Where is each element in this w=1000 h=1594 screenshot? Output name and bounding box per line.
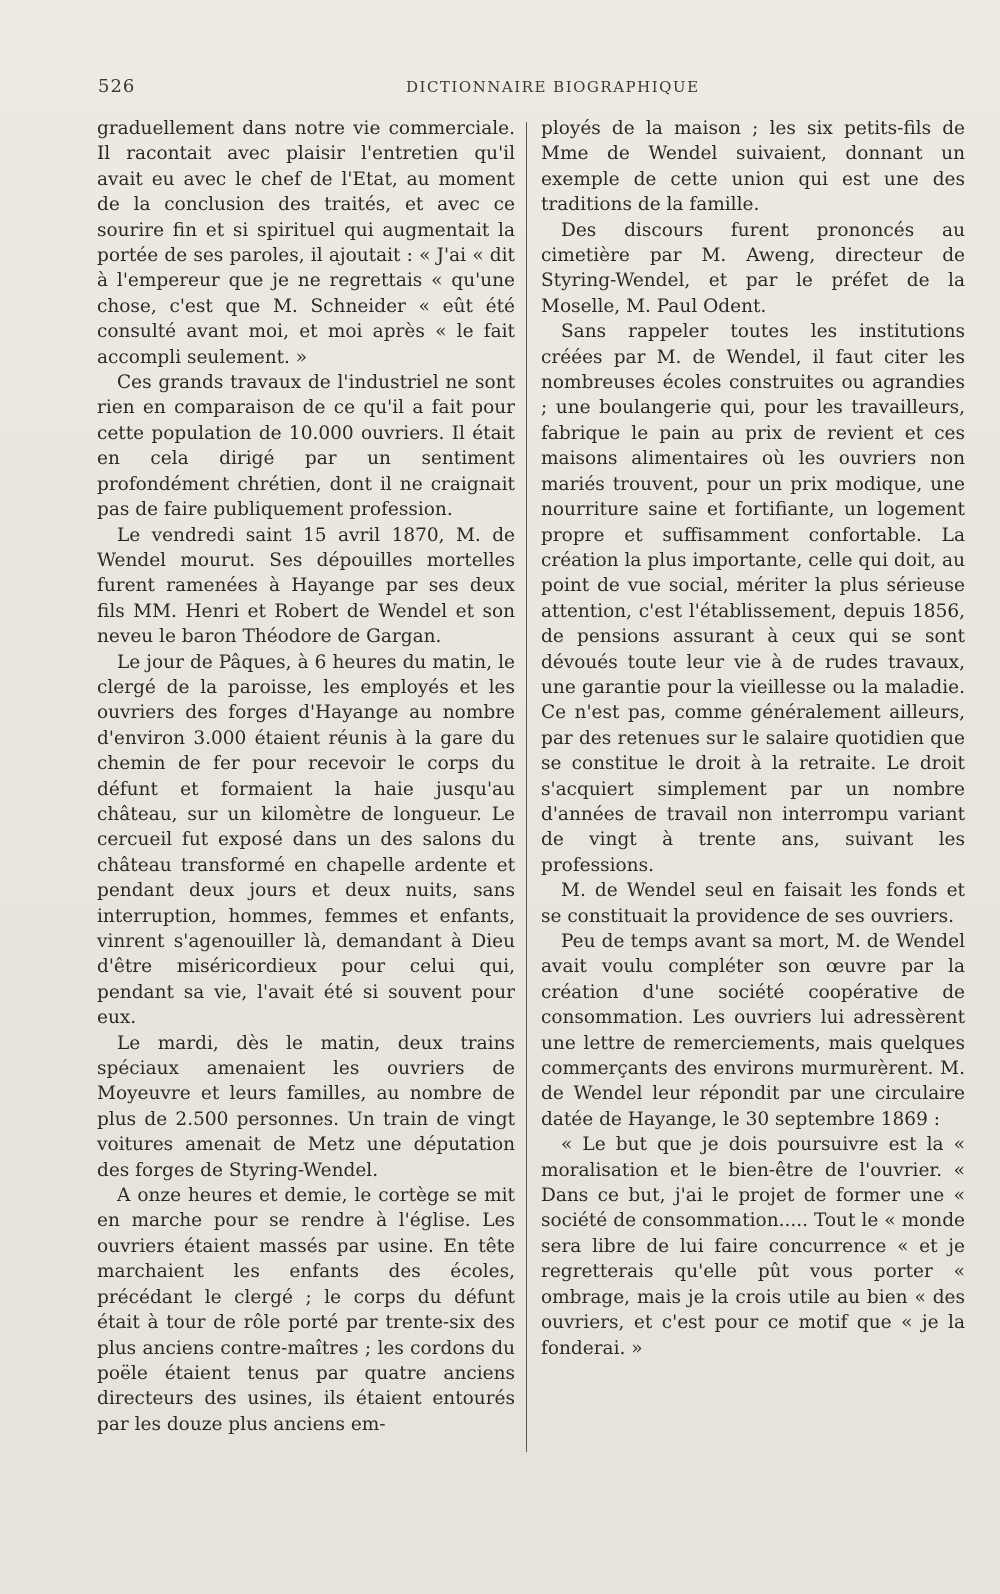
- paragraph: Peu de temps avant sa mort, M. de Wendel avait voulu compléter son œuvre par la création d'une société coopérative de consommation. Les ouvriers lui adressèrent une lettre de remerciements, mais quelques commerçants des environs murmurèrent. M. de Wendel leur répondit par une circulaire datée de Hayange, le 30 septembre 1869 :: [541, 931, 965, 1130]
- paragraph: Le vendredi saint 15 avril 1870, M. de Wendel mourut. Ses dépouilles mortelles furent ramenées à Hayange par ses deux fils MM. Henri et Robert de Wendel et son neveu le baron Théodore de Gargan.: [97, 524, 515, 648]
- paragraph: Des discours furent prononcés au cimetière par M. Aweng, directeur de Styring-Wendel, et par le préfet de la Moselle, M. Paul Odent.: [541, 219, 965, 317]
- running-head: DICTIONNAIRE BIOGRAPHIQUE: [406, 78, 700, 96]
- paragraph: M. de Wendel seul en faisait les fonds et se constituait la providence de ses ouvriers.: [541, 880, 965, 927]
- paragraph: A onze heures et demie, le cortège se mit en marche pour se rendre à l'église. Les ouvriers étaient massés par usine. En tête marchaient les enfants des écoles, précédant le clergé ; le corps du défunt était à tour de rôle porté par trente-six des plus anciens contre-maîtres ; les cordons du poële étaient tenus par quatre anciens directeurs des usines, ils étaient entourés par les douze plus anciens em-: [97, 1185, 515, 1435]
- paragraph: Sans rappeler toutes les institutions créées par M. de Wendel, il faut citer les nombreuses écoles construites ou agrandies ; une boulangerie qui, pour les travailleurs, fabrique le pain au prix de revient et ces maisons alimentaires où les ouvriers non mariés trouvent, pour un prix modique, une nourriture saine et fortifiante, un logement propre et suffisamment confortable. La création la plus importante, celle qui doit, au point de vue social, mériter la plus sérieuse attention, c'est l'établissement, depuis 1856, de pensions assurant à ceux qui se sont dévoués toute leur vie à de rudes travaux, une garantie pour la vieillesse ou la maladie. Ce n'est pas, comme généralement ailleurs, par des retenues sur le salaire quotidien que se constitue le droit à la retraite. Le droit s'acquiert simplement par un nombre d'années de travail non interrompu variant de vingt à trente ans, suivant les professions.: [541, 321, 965, 876]
- page-number: 526: [98, 76, 136, 97]
- right-column: [541, 116, 965, 1361]
- paragraph: Le mardi, dès le matin, deux trains spéciaux amenaient les ouvriers de Moyeuvre et leurs familles, au nombre de plus de 2.500 personnes. Un train de vingt voitures amenait de Metz une députation des forges de Styring-Wendel.: [97, 1032, 515, 1181]
- paragraph: graduellement dans notre vie commerciale. Il racontait avec plaisir l'entretien qu'il avait eu avec le chef de l'Etat, au moment de la conclusion des traités, et avec ce sourire fin et si spirituel qui augmentait la portée de ses paroles, il ajoutait : « J'ai « dit à l'empereur que je ne regrettais « qu'une chose, c'est que M. Schneider « eût été consulté avant moi, et moi après « le fait accompli seulement. »: [97, 118, 515, 368]
- column-divider: [526, 122, 527, 1452]
- left-column: [97, 116, 515, 1437]
- page-header: [98, 72, 960, 102]
- paragraph: ployés de la maison ; les six petits-fils de Mme de Wendel suivaient, donnant un exemple de cette union qui est une des traditions de la famille.: [541, 118, 965, 216]
- paragraph: Le jour de Pâques, à 6 heures du matin, le clergé de la paroisse, les employés et les ouvriers des forges d'Hayange au nombre d'environ 3.000 étaient réunis à la gare du chemin de fer pour recevoir le corps du défunt et formaient la haie jusqu'au château, sur un kilomètre de longueur. Le cercueil fut exposé dans un des salons du château transformé en chapelle ardente et pendant deux jours et deux nuits, sans interruption, hommes, femmes et enfants, vinrent s'agenouiller là, demandant à Dieu d'être miséricordieux pour celui qui, pendant sa vie, l'avait été si souvent pour eux.: [97, 651, 515, 1029]
- paragraph: Ces grands travaux de l'industriel ne sont rien en comparaison de ce qu'il a fait pour cette population de 10.000 ouvriers. Il était en cela dirigé par un sentiment profondément chrétien, dont il ne craignait pas de faire publiquement profession.: [97, 372, 515, 521]
- quotation-paragraph: « Le but que je dois poursuivre est la « moralisation et le bien-être de l'ouvrier. « Dans ce but, j'ai le projet de former une « société de consommation..... Tout le « monde sera libre de lui faire concurrence « et je regretterais qu'elle pût vous porter « ombrage, mais je la crois utile au bien « des ouvriers, et c'est pour ce motif que « je la fonderai. »: [541, 1134, 965, 1359]
